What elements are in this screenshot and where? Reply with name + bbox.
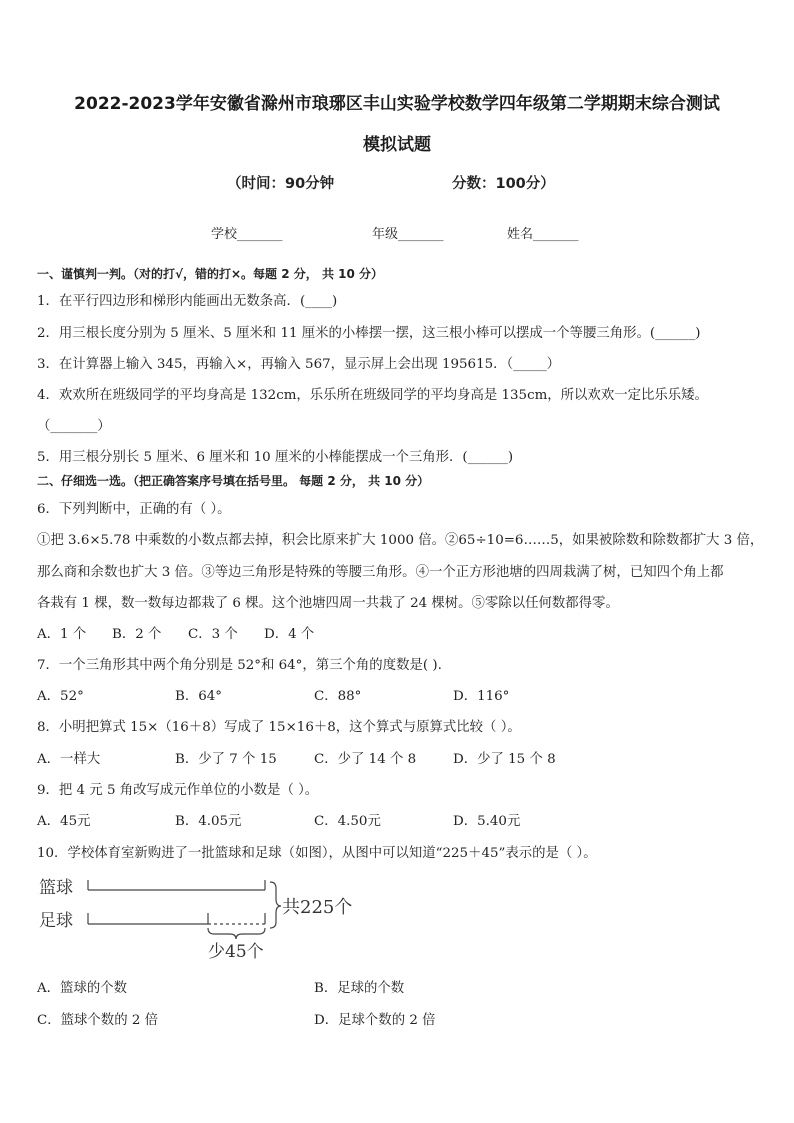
- less-brace: [208, 928, 265, 939]
- question-8: 8．小明把算式 15×（16＋8）写成了 15×16＋8，这个算式与原算式比较（ ）。: [37, 720, 521, 735]
- q9-option-a: A．45元: [37, 814, 91, 829]
- question-7: 7．一个三角形其中两个角分别是 52°和 64°，第三个角的度数是( ).: [37, 658, 442, 673]
- question-9: 9．把 4 元 5 角改写成元作单位的小数是（ ）。: [37, 783, 319, 798]
- question-6-statement-1: ①把 3.6×5.78 中乘数的小数点都去掉，积会比原来扩大 1000 倍。②65÷10=6……5，如果被除数和除数都扩大 3 倍，: [37, 533, 764, 548]
- question-2: 2．用三根长度分别为 5 厘米、5 厘米和 11 厘米的小棒摆一摆，这三根小棒可以摆成一个等腰三角形。(______): [37, 326, 701, 341]
- school-field[interactable]: 学校_______: [211, 227, 283, 242]
- q7-option-b: B．64°: [175, 689, 222, 704]
- q10-option-d: D．足球个数的 2 倍: [314, 1013, 436, 1028]
- exam-title-line2: 模拟试题: [363, 135, 431, 155]
- section1-heading: 一、谨慎判一判。（对的打√，错的打×。每题 2 分， 共 10 分）: [37, 267, 383, 281]
- label-basketball: 篮球: [39, 878, 73, 898]
- q6-option-b: B．2 个: [112, 627, 162, 642]
- q8-option-c: C．少了 14 个 8: [314, 752, 417, 767]
- question-1: 1．在平行四边形和梯形内能画出无数条高．(____): [37, 294, 338, 309]
- q10-option-b: B．足球的个数: [314, 981, 405, 996]
- question-4-answer: （_______）: [37, 419, 111, 434]
- exam-title-line1: 2022-2023学年安徽省滁州市琅琊区丰山实验学校数学四年级第二学期期末综合测试: [74, 94, 720, 114]
- less-label: 少45个: [208, 942, 264, 962]
- q9-option-b: B．4.05元: [175, 814, 242, 829]
- question-6-statement-2: 那么商和余数也扩大 3 倍。③等边三角形是特殊的等腰三角形。④一个正方形池塘的四周栽满了树，已知四个角上都: [37, 565, 724, 580]
- q8-option-d: D．少了 15 个 8: [453, 752, 556, 767]
- exam-time: （时间：90分钟: [227, 176, 335, 192]
- basketball-bar: [88, 880, 265, 890]
- q8-option-a: A．一样大: [37, 752, 101, 767]
- football-bar: [88, 913, 265, 924]
- q7-option-c: C．88°: [314, 689, 362, 704]
- exam-score: 分数：100分）: [452, 176, 555, 192]
- q7-option-d: D．116°: [453, 689, 510, 704]
- q6-option-c: C．3 个: [188, 627, 238, 642]
- q6-option-d: D．4 个: [264, 627, 315, 642]
- question-10: 10．学校体育室新购进了一批篮球和足球（如图），从图中可以知道“225＋45”表示的是（ ）。: [37, 846, 597, 861]
- label-football: 足球: [39, 911, 73, 931]
- question-6-statement-3: 各栽有 1 棵，数一数每边都栽了 6 棵。这个池塘四周一共栽了 24 棵树。⑤零除以任何数都得零。: [37, 596, 619, 611]
- q6-option-a: A．1 个: [37, 627, 87, 642]
- total-label: 共225个: [282, 897, 353, 918]
- q9-option-d: D．5.40元: [453, 814, 521, 829]
- q7-option-a: A．52°: [37, 689, 84, 704]
- basketball-football-diagram: [30, 868, 360, 963]
- q9-option-c: C．4.50元: [314, 814, 381, 829]
- q10-option-c: C．篮球个数的 2 倍: [37, 1013, 159, 1028]
- name-field[interactable]: 姓名_______: [507, 227, 579, 242]
- section2-heading: 二、仔细选一选。（把正确答案序号填在括号里。 每题 2 分， 共 10 分）: [37, 474, 430, 488]
- question-4: 4．欢欢所在班级同学的平均身高是 132cm，乐乐所在班级同学的平均身高是 135cm，所以欢欢一定比乐乐矮。: [37, 388, 708, 403]
- question-5: 5．用三根分别长 5 厘米、6 厘米和 10 厘米的小棒能摆成一个三角形．(______): [37, 450, 514, 465]
- q10-option-a: A．篮球的个数: [37, 981, 128, 996]
- question-3: 3．在计算器上输入 345，再输入×，再输入 567，显示屏上会出现 195615．（_____）: [37, 357, 561, 372]
- total-brace: [270, 882, 281, 928]
- q8-option-b: B．少了 7 个 15: [175, 752, 277, 767]
- question-6: 6．下列判断中，正确的有（ ）。: [37, 502, 231, 517]
- grade-field[interactable]: 年级_______: [372, 227, 444, 242]
